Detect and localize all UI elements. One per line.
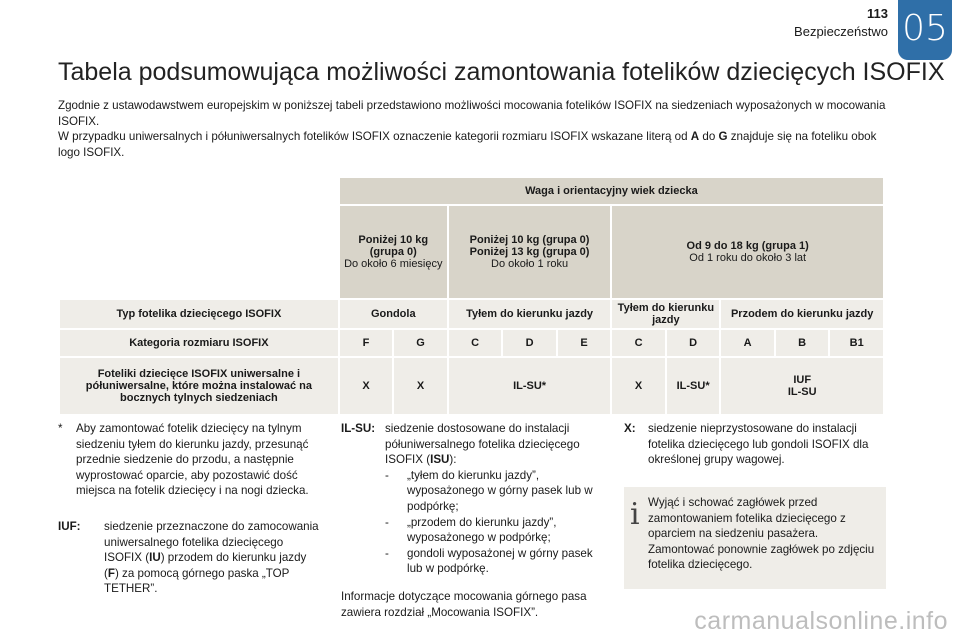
group-age: Do około 1 roku: [491, 258, 569, 270]
watermark: carmanualsonline.info: [694, 607, 948, 635]
row-label-size: Kategoria rozmiaru ISOFIX: [60, 330, 338, 356]
info-icon: i: [630, 497, 640, 532]
note-bold: ISU: [430, 453, 450, 467]
ilsu-list: [385, 468, 603, 577]
note-x: [624, 421, 886, 468]
group-weight: Poniżej 10 kg (grupa 0) Poniżej 13 kg (grupa 0): [469, 234, 590, 258]
note-text: siedzenie nieprzystosowane do instalacji fotelika dziecięcego lub gondoli ISOFIX dla określonej grupy wagowej.: [648, 422, 869, 467]
list-item-text: gondoli wyposażonej w górny pasek lub w podpórkę.: [407, 546, 593, 576]
size-cell: F: [340, 330, 393, 356]
intro-text: [58, 98, 888, 160]
size-cell: D: [667, 330, 720, 356]
group-header: [449, 206, 611, 298]
note-text: [385, 421, 603, 577]
type-cell: Tyłem do kierunku jazdy: [612, 300, 719, 328]
intro-paragraph-2: [58, 129, 888, 160]
empty-cell: [60, 206, 338, 298]
note-key: IL-SU:: [341, 422, 376, 435]
info-box: [624, 487, 886, 589]
note-text: [104, 519, 320, 597]
chapter-tab: 05: [898, 0, 952, 60]
page-title: Tabela podsumowująca możliwości zamontowania fotelików dziecięcych ISOFIX: [58, 58, 945, 86]
group-age: Do około 6 miesięcy: [344, 258, 443, 270]
note-text-part: siedzenie przeznaczone do zamocowania uniwersalnego fotelika dziecięcego ISOFIX (: [104, 520, 319, 565]
size-cell: C: [449, 330, 502, 356]
note-text-part: ):: [449, 453, 457, 467]
note-asterisk: [58, 421, 320, 499]
note-text: Aby zamontować fotelik dziecięcy na tylnym siedzeniu tyłem do kierunku jazdy, przesunąć przednie siedzenie do przodu, a następnie wyprostować oparcie, aby pozostawić dość miejsca na fotelik dziecięcy i na nogi dziecka.: [76, 422, 309, 498]
intro-text-part: znajduje się na foteliku obok logo ISOFIX.: [58, 130, 877, 159]
section-title: Bezpieczeństwo: [794, 24, 888, 39]
list-item-text: „tyłem do kierunku jazdy”, wyposażonego w górny pasek lub w podpórkę;: [407, 468, 593, 513]
note-bold: F: [107, 566, 115, 580]
value-cell: X: [340, 358, 393, 414]
note-bold: IU: [149, 551, 161, 565]
group-weight: Od 9 do 18 kg (grupa 1): [686, 240, 809, 252]
size-cell: G: [394, 330, 447, 356]
note-key: X:: [624, 422, 636, 435]
value-cell: X: [394, 358, 447, 414]
list-item: [385, 546, 603, 577]
note-text-part: ) przodem do kierunku jazdy (: [104, 551, 307, 580]
group-header: [340, 206, 447, 298]
list-item-text: „przodem do kierunku jazdy”, wyposażonego w podpórkę;: [407, 515, 557, 545]
intro-letter-a: A: [690, 130, 700, 144]
row-label-type: Typ fotelika dziecięcego ISOFIX: [60, 300, 338, 328]
info-text: Wyjąć i schować zagłówek przed zamontowaniem fotelika dziecięcego z oparciem na siedzeniu pasażera. Zamontować ponownie zagłówek po zdjęciu fotelika dziecięcego.: [648, 496, 875, 572]
group-age: Od 1 roku do około 3 lat: [689, 252, 807, 264]
intro-text-part: do: [699, 130, 719, 144]
value-cell: IL-SU*: [449, 358, 611, 414]
type-cell: Gondola: [340, 300, 447, 328]
value-line: IUF: [793, 374, 812, 386]
intro-text-part: W przypadku uniwersalnych i półuniwersalnych fotelików ISOFIX oznaczenie kategorii rozmiaru ISOFIX wskazane literą od: [58, 130, 691, 144]
note-iuf: [58, 519, 320, 597]
dash-marker: -: [385, 546, 389, 560]
dash-marker: -: [385, 468, 389, 482]
dash-marker: -: [385, 515, 389, 529]
weight-header: Waga i orientacyjny wiek dziecka: [340, 178, 883, 204]
empty-cell: [60, 178, 338, 204]
note-key: IUF:: [58, 520, 81, 533]
ilsu-footer: Informacje dotyczące mocowania górnego pasa zawiera rozdział „Mocowania ISOFIX”.: [341, 589, 587, 619]
note-text-part: ) za pomocą górnego paska „TOP TETHER”.: [104, 566, 290, 596]
size-cell: B1: [830, 330, 883, 356]
note-ilsu: [341, 421, 603, 620]
size-cell: A: [721, 330, 774, 356]
intro-letter-g: G: [718, 130, 728, 144]
value-cell: X: [612, 358, 665, 414]
value-line: IL-SU: [787, 386, 817, 398]
list-item: [385, 515, 603, 546]
size-cell: C: [612, 330, 665, 356]
note-text-part: siedzenie dostosowane do instalacji półuniwersalnego fotelika dziecięcego ISOFIX (: [385, 422, 580, 467]
size-cell: B: [776, 330, 829, 356]
type-cell: Przodem do kierunku jazdy: [721, 300, 883, 328]
value-cell: [721, 358, 883, 414]
size-cell: E: [558, 330, 611, 356]
intro-paragraph-1: Zgodnie z ustawodawstwem europejskim w poniższej tabeli przedstawiono możliwości mocowania fotelików ISOFIX na siedzeniach wyposażonych w mocowania ISOFIX.: [58, 99, 886, 128]
group-weight: Poniżej 10 kg (grupa 0): [358, 234, 429, 258]
note-key: *: [58, 422, 63, 435]
size-cell: D: [503, 330, 556, 356]
isofix-table: [58, 176, 885, 416]
type-cell: Tyłem do kierunku jazdy: [449, 300, 611, 328]
value-cell: IL-SU*: [667, 358, 720, 414]
list-item: [385, 468, 603, 515]
row-label-seats: Foteliki dziecięce ISOFIX uniwersalne i półuniwersalne, które można instalować na bocznych tylnych siedzeniach: [60, 358, 338, 414]
group-header: [612, 206, 883, 298]
page-number: 113: [867, 6, 888, 21]
